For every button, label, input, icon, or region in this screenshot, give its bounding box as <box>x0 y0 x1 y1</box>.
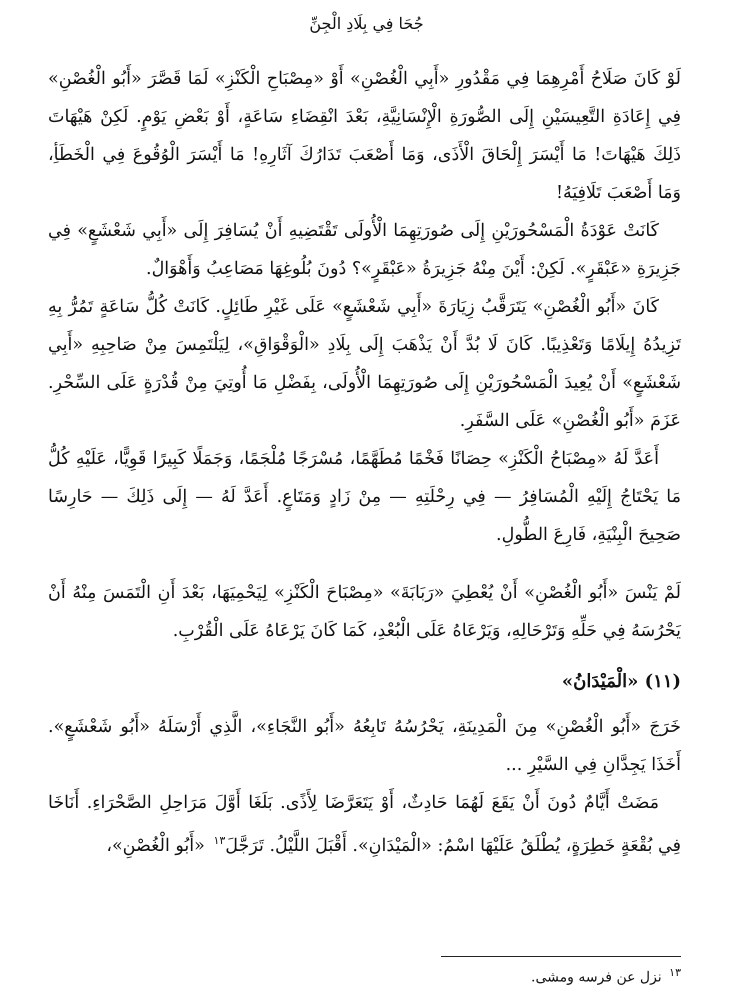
running-header: جُحَا فِي بِلَادِ الْجِنِّ <box>309 14 424 33</box>
footnote-divider <box>441 956 681 957</box>
body-text <box>48 60 681 865</box>
chapter-paragraph-2-tail: «أَبُو الْغُصْنِ»، <box>106 835 205 856</box>
paragraph-1: لَوْ كَانَ صَلَاحُ أَمْرِهِمَا فِي مَقْدُورِ «أَبِي الْغُصْنِ» أَوْ «مِصْبَاحِ الْكَنْزِ» لَمَا قَصَّرَ «أَبُو الْغُصْنِ» فِي إِعَادَةِ التَّعِيسَيْنِ إِلَى الصُّورَةِ الْإِنْسَانِيَّةِ، بَعْدَ انْقِضَاءِ سَاعَةٍ، أَوْ بَعْضِ يَوْمٍ. لَكِنْ هَيْهَاتَ ذَلِكَ هَيْهَاتَ! مَا أَيْسَرَ إِلْحَاقَ الْأَذَى، وَمَا أَصْعَبَ تَدَارُكَ آثَارِهِ! مَا أَيْسَرَ الْوُقُوعَ فِي الْخَطَأِ، وَمَا أَصْعَبَ تَلَافِيَهُ! <box>48 69 681 203</box>
chapter-paragraph-2 <box>48 784 681 865</box>
paragraph-5: لَمْ يَنْسَ «أَبُو الْغُصْنِ» أَنْ يُعْطِيَ «رَبَابَةَ» «مِصْبَاحَ الْكَنْزِ» لِيَحْمِيَهَا، بَعْدَ أَنِ الْتَمَسَ مِنْهُ أَنْ يَحْرُسَهُ فِي حَلِّهِ وَتَرْحَالِهِ، وَيَرْعَاهُ عَلَى الْبُعْدِ، كَمَا كَانَ يَرْعَاهُ عَلَى الْقُرْبِ. <box>48 583 681 641</box>
footnote-text: نزل عن فرسه ومشى. <box>531 969 662 986</box>
chapter-paragraph-2-text: مَضَتْ أَيَّامٌ دُونَ أَنْ يَقَعَ لَهُمَا حَادِثٌ، أَوْ يَتَعَرَّضَا لِأَذًى. بَلَغَا أَوَّلَ مَرَاحِلِ الصَّحْرَاءِ. أَنَاخَا فِي بُقْعَةٍ خَطِرَةٍ، يُطْلَقُ عَلَيْهَا اسْمُ: «الْمَيْدَانِ». أَقْبَلَ اللَّيْلُ. تَرَجَّلَ <box>48 793 681 856</box>
footnote-reference[interactable]: ١٣ <box>213 834 226 847</box>
chapter-paragraph-1: خَرَجَ «أَبُو الْغُصْنِ» مِنَ الْمَدِينَةِ، يَحْرُسُهُ تَابِعُهُ «أَبُو النَّجَاءِ»، الَّذِي أَرْسَلَهُ «أَبُو شَعْشَعٍ». أَخَذَا يَجِدَّانِ فِي السَّيْرِ ... <box>48 717 681 775</box>
chapter-heading: (١١) «الْمَيْدَانُ» <box>561 671 681 692</box>
section-gap <box>48 554 681 574</box>
paragraph-4: أَعَدَّ لَهُ «مِصْبَاحُ الْكَنْزِ» حِصَانًا فَخْمًا مُطَهَّمًا، مُسْرَجًا مُلْجَمًا، وَجَمَلًا كَبِيرًا قَوِيًّا، عَلَيْهِ كُلُّ مَا يَحْتَاجُ إِلَيْهِ الْمُسَافِرُ — فِي رِحْلَتِهِ — مِنْ زَادٍ وَمَتَاعٍ. أَعَدَّ لَهُ — إِلَى ذَلِكَ — حَارِسًا صَحِيحَ الْبِنْيَةِ، فَارِعَ الطُّولِ. <box>48 449 681 545</box>
paragraph-2: كَانَتْ عَوْدَةُ الْمَسْحُورَيْنِ إِلَى صُورَتِهِمَا الْأُولَى تَقْتَضِيهِ أَنْ يُسَافِرَ إِلَى «أَبِي شَعْشَعٍ» فِي جَزِيرَةِ «عَبْقَرٍ». لَكِنْ: أَيْنَ مِنْهُ جَزِيرَةُ «عَبْقَرٍ»؟ دُونَ بُلُوغِهَا مَصَاعِبُ وَأَهْوَالٌ. <box>48 221 681 279</box>
paragraph-3: كَانَ «أَبُو الْغُصْنِ» يَتَرَقَّبُ زِيَارَةَ «أَبِي شَعْشَعٍ» عَلَى غَيْرِ طَائِلٍ. كَانَتْ كُلُّ سَاعَةٍ تَمُرُّ بِهِ تَزِيدُهُ إِيلَامًا وَتَعْذِيبًا. كَانَ لَا بُدَّ أَنْ يَذْهَبَ إِلَى بِلَادِ «الْوَقْوَاقِ»، لِيَلْتَمِسَ مِنْ صَاحِبِهِ «أَبِي شَعْشَعٍ» أَنْ يُعِيدَ الْمَسْحُورَيْنِ إِلَى صُورَتِهِمَا الْأُولَى، بِفَضْلِ مَا أُوتِيَ مِنْ قُدْرَةٍ عَلَى السِّحْرِ. عَزَمَ «أَبُو الْغُصْنِ» عَلَى السَّفَرِ. <box>48 297 681 431</box>
footnote <box>531 962 681 989</box>
footnote-number: ١٣ <box>669 966 681 979</box>
